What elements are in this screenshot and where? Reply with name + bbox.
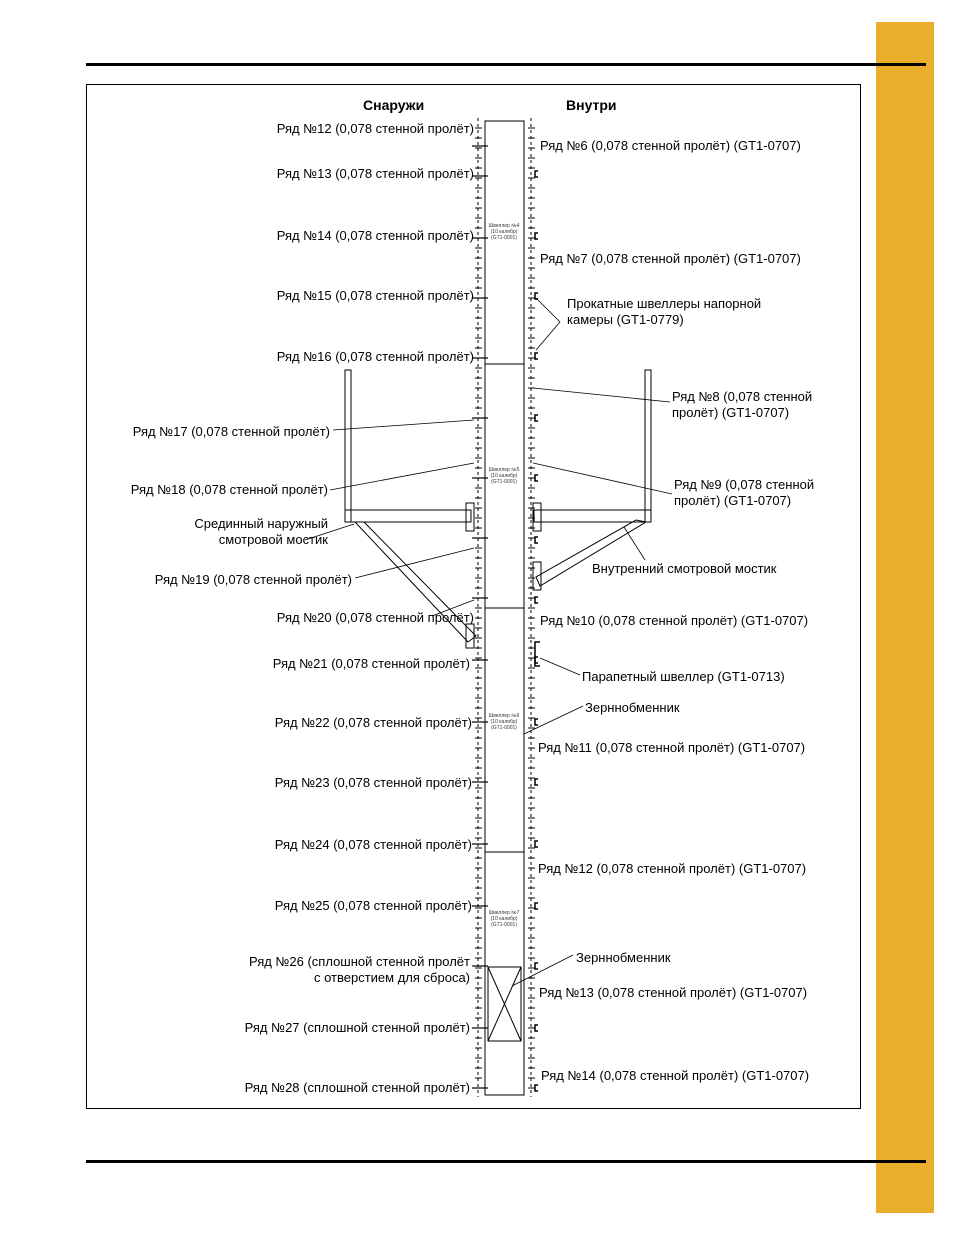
label-line: Зерннобменник	[585, 700, 680, 715]
inside-walkway-deck	[534, 510, 651, 522]
label-line: Ряд №24 (0,078 стенной пролёт)	[274, 837, 472, 852]
channel-note-line: Швеллер №7	[488, 910, 520, 916]
channel-note-c6	[484, 713, 524, 731]
label-line: Ряд №23 (0,078 стенной пролёт)	[274, 775, 472, 790]
outside-walkway-bracket	[466, 503, 474, 531]
channel-note-line: (10 калибр)	[490, 719, 518, 725]
label-o26	[249, 954, 470, 986]
stiffener-clip-icon	[535, 171, 538, 177]
stiffener-clip-icon	[535, 233, 538, 239]
label-i8	[672, 389, 812, 421]
channel-note-c5	[484, 467, 524, 485]
label-o23	[275, 775, 472, 791]
label-line: Ряд №18 (0,078 стенной пролёт)	[130, 482, 328, 497]
label-line: Ряд №26 (сплошной стенной пролёт	[248, 954, 470, 969]
channel-note-line: (GT1-0001)	[491, 922, 517, 928]
label-o13	[277, 166, 474, 182]
stiffener-clip-icon	[535, 475, 538, 481]
label-o28	[245, 1080, 470, 1096]
stiffener-clip-icon	[535, 841, 538, 847]
label-o25	[275, 898, 472, 914]
channel-note-line: Швеллер №5	[488, 467, 520, 473]
leader-line	[524, 706, 583, 734]
stiffener-clip-icon	[535, 719, 538, 725]
label-line: Ряд №14 (0,078 стенной пролёт) (GT1-0707)	[541, 1068, 810, 1083]
label-line: Ряд №27 (сплошной стенной пролёт)	[244, 1020, 470, 1035]
label-line: с отверстием для сброса)	[313, 970, 470, 985]
label-iparapet	[582, 669, 785, 685]
label-line: пролёт) (GT1-0707)	[674, 493, 792, 508]
label-line: Ряд №19 (0,078 стенной пролёт)	[154, 572, 352, 587]
stiffener-clip-icon	[535, 963, 538, 969]
label-obridge	[194, 516, 328, 548]
label-line: Ряд №14 (0,078 стенной пролёт)	[276, 228, 474, 243]
label-line: Ряд №9 (0,078 стенной	[674, 477, 815, 492]
label-line: Ряд №28 (сплошной стенной пролёт)	[244, 1080, 470, 1095]
label-ibridge	[592, 561, 777, 577]
label-line: Зерннобменник	[576, 950, 671, 965]
channel-note-line: (GT1-0001)	[491, 479, 517, 485]
label-i9	[674, 477, 814, 509]
label-o27	[245, 1020, 470, 1036]
stiffener-clip-icon	[535, 597, 538, 603]
label-line: Ряд №25 (0,078 стенной пролёт)	[274, 898, 472, 913]
label-line: Ряд №11 (0,078 стенной пролёт) (GT1-0707)	[538, 740, 806, 755]
stiffener-clip-icon	[535, 415, 538, 421]
label-o16	[277, 349, 474, 365]
stiffener-clip-icon	[535, 903, 538, 909]
stiffener-clip-icon	[535, 353, 538, 359]
stiffener-clip-icon	[535, 1085, 538, 1091]
leader-line	[333, 420, 474, 430]
label-i12	[538, 861, 806, 877]
label-igex2	[576, 950, 671, 966]
label-line: Ряд №20 (0,078 стенной пролёт)	[276, 610, 474, 625]
channel-note-line: (10 калибр)	[490, 229, 518, 235]
channel-note-c7	[484, 910, 524, 928]
label-line: Ряд №21 (0,078 стенной пролёт)	[272, 656, 470, 671]
label-o19	[155, 572, 352, 588]
label-i10	[540, 613, 808, 629]
leader-line	[540, 658, 580, 675]
label-line: Прокатные швеллеры напорной	[567, 296, 762, 311]
label-o20	[277, 610, 474, 626]
label-line: Ряд №8 (0,078 стенной	[672, 389, 813, 404]
label-o14	[277, 228, 474, 244]
leader-line	[536, 298, 560, 322]
label-line: Ряд №7 (0,078 стенной пролёт) (GT1-0707)	[540, 251, 801, 266]
header-outside: Снаружи	[363, 97, 425, 113]
channel-note-line: Швеллер №6	[488, 713, 520, 719]
label-o12	[277, 121, 474, 137]
label-igex1	[585, 700, 680, 716]
label-line: Ряд №16 (0,078 стенной пролёт)	[276, 349, 474, 364]
label-line: Ряд №15 (0,078 стенной пролёт)	[276, 288, 474, 303]
label-i6	[540, 138, 801, 154]
label-line: Ряд №13 (0,078 стенной пролёт) (GT1-0707)	[539, 985, 808, 1000]
stiffener-clip-icon	[535, 779, 538, 785]
label-line: смотровой мостик	[218, 532, 328, 547]
label-line: Срединный наружный	[194, 516, 328, 531]
label-line: Парапетный швеллер (GT1-0713)	[582, 669, 785, 684]
channel-note-line: Швеллер №4	[488, 223, 520, 229]
channel-note-line: (10 калибр)	[490, 473, 518, 479]
label-i7	[540, 251, 801, 267]
label-iplenum	[567, 296, 761, 328]
label-line: Ряд №13 (0,078 стенной пролёт)	[276, 166, 474, 181]
label-o21	[273, 656, 470, 672]
label-line: Ряд №12 (0,078 стенной пролёт)	[276, 121, 474, 136]
inside-walkway-post	[645, 370, 651, 522]
stiffener-clip-icon	[535, 1025, 538, 1031]
leader-line	[536, 322, 560, 350]
outside-walkway-post	[345, 370, 351, 522]
channel-note-line: (GT1-0001)	[491, 725, 517, 731]
label-i14	[541, 1068, 809, 1084]
label-o24	[275, 837, 472, 853]
channel-note-c4	[484, 223, 524, 241]
label-line: камеры (GT1-0779)	[567, 312, 684, 327]
label-o17	[133, 424, 330, 440]
label-line: Ряд №10 (0,078 стенной пролёт) (GT1-0707)	[540, 613, 809, 628]
label-line: Ряд №6 (0,078 стенной пролёт) (GT1-0707)	[540, 138, 801, 153]
label-line: Ряд №22 (0,078 стенной пролёт)	[274, 715, 472, 730]
label-line: пролёт) (GT1-0707)	[672, 405, 790, 420]
label-o15	[277, 288, 474, 304]
label-line: Ряд №12 (0,078 стенной пролёт) (GT1-0707)	[538, 861, 807, 876]
label-line: Ряд №17 (0,078 стенной пролёт)	[132, 424, 330, 439]
header-inside: Внутри	[566, 97, 617, 113]
label-i11	[538, 740, 805, 756]
label-o18	[131, 482, 328, 498]
label-line: Внутренний смотровой мостик	[592, 561, 777, 576]
outside-walkway-deck	[345, 510, 471, 522]
channel-note-line: (GT1-0001)	[491, 235, 517, 241]
channel-note-line: (10 калибр)	[490, 916, 518, 922]
label-i13	[539, 985, 807, 1001]
leader-line	[624, 527, 645, 560]
label-o22	[275, 715, 472, 731]
leader-line	[330, 463, 474, 490]
stiffener-clip-icon	[535, 537, 538, 543]
leader-line	[533, 388, 670, 402]
